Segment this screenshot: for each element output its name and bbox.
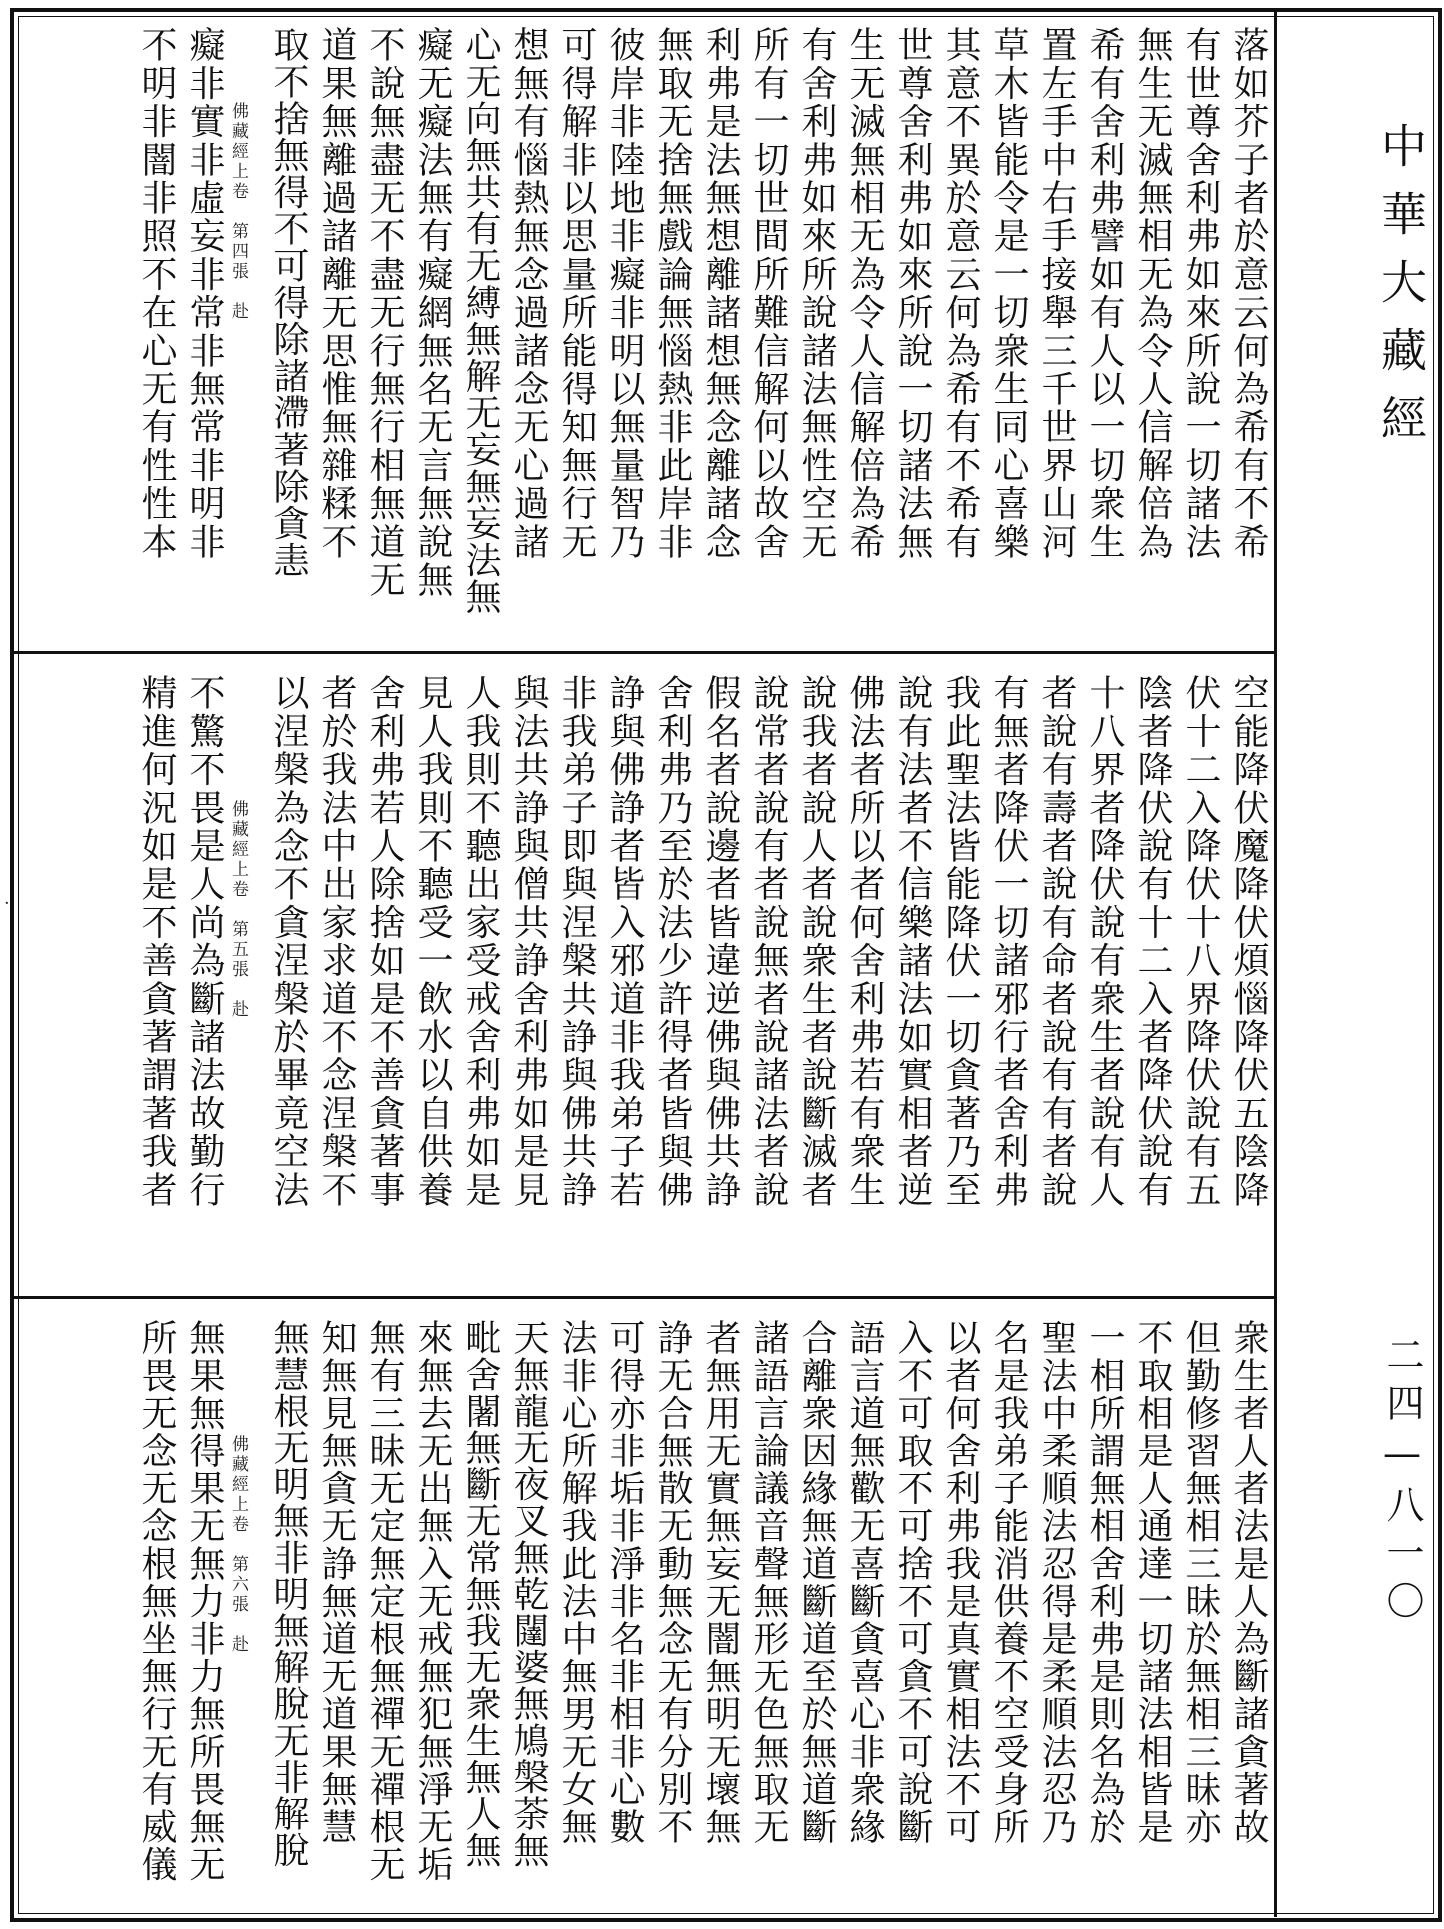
text-column: 說我者說人者說衆生者說斷滅者 — [796, 674, 837, 1209]
text-column: 知無見無貪无諍無道无道果無慧 — [316, 1319, 357, 1846]
text-column: 落如芥子者於意云何為希有不希 — [1228, 26, 1269, 561]
text-column: 無有三昧无定無定根無禪无禪根无 — [364, 1319, 405, 1883]
text-column: 諸語言論議音聲無形无色無取无 — [748, 1319, 789, 1846]
text-column: 諍與佛諍者皆入邪道非我弟子若 — [604, 674, 645, 1209]
text-column: 入不可取不可捨不可貪不可說斷 — [892, 1319, 933, 1846]
text-column: 一相所謂無相舍利弗是則名為於 — [1084, 1319, 1125, 1846]
text-column: 其意不異於意云何為希有不希有 — [940, 26, 981, 561]
text-column: 草木皆能令是一切衆生同心喜樂 — [988, 26, 1029, 561]
page-title: 中華大藏經 — [1374, 122, 1428, 462]
margin-note: 佛藏經上卷 第四張 赴 — [228, 102, 248, 322]
margin-rule — [1274, 12, 1277, 1917]
text-column: 合離衆因緣無道斷道至於無道斷 — [796, 1319, 837, 1846]
text-column: 所有一切世間所難信解何以故舍 — [748, 26, 789, 561]
text-column: 想無有惱熱無念過諸念无心過諸 — [508, 26, 549, 561]
text-column: 取不捨無得不可得除諸滯著除貪恚 — [268, 26, 309, 578]
text-column: 佛法者所以者何舍利弗若有衆生 — [844, 674, 885, 1209]
text-column: 空能降伏魔降伏煩惱降伏五陰降 — [1228, 674, 1269, 1209]
text-column: 彼岸非陸地非癡非明以無量智乃 — [604, 26, 645, 561]
text-column: 毗舍闍無斷无常無我无衆生無人無 — [460, 1319, 501, 1868]
text-column: 十八界者降伏說有衆生者說有人 — [1084, 674, 1125, 1209]
text-column: 衆生者人者法是人為斷諸貪著故 — [1228, 1319, 1269, 1846]
text-panel-bottom — [14, 1305, 1274, 1917]
text-column: 心无向無共有无縛無解无妄無妄法無 — [460, 26, 501, 615]
text-column: 諍无合無散无動無念无有分別不 — [652, 1319, 693, 1846]
text-column: 有無者降伏一切諸邪行者舍利弗 — [988, 674, 1029, 1209]
text-column: 可得亦非垢非淨非名非相非心數 — [604, 1319, 645, 1846]
text-column: 者說有壽者說有命者說有有者說 — [1036, 674, 1077, 1209]
text-column: 世尊舍利弗如來所說一切諸法無 — [892, 26, 933, 561]
text-column: 以涅槃為念不貪涅槃於畢竟空法 — [268, 674, 309, 1209]
text-column: 不說無盡无不盡无行無行相無道无 — [364, 26, 405, 599]
text-column: 希有舍利弗譬如有人以一切衆生 — [1084, 26, 1125, 561]
text-column: 伏十二入降伏十八界降伏說有五 — [1180, 674, 1221, 1209]
text-column: 癡无癡法無有癡網無名无言無說無 — [412, 26, 453, 599]
text-column: 見人我則不聽受一飲水以自供養 — [412, 674, 453, 1209]
text-column: 來無去无出無入无戒無犯無淨无垢 — [412, 1319, 453, 1883]
text-column: 利弗是法無想離諸想無念離諸念 — [700, 26, 741, 561]
text-column: 人我則不聽出家受戒舍利弗如是 — [460, 674, 501, 1209]
text-column: 可得解非以思量所能得知無行无 — [556, 26, 597, 561]
margin-note: 佛藏經上卷 第五張 赴 — [228, 800, 248, 1020]
text-column: 不取相是人通達一切諸法相皆是 — [1132, 1319, 1173, 1846]
text-column: 但勤修習無相三昧於無相三昧亦 — [1180, 1319, 1221, 1846]
text-column: 我此聖法皆能降伏一切貪著乃至 — [940, 674, 981, 1209]
text-column: 法非心所解我此法中無男无女無 — [556, 1319, 597, 1846]
text-column: 置左手中右手接舉三千世界山河 — [1036, 26, 1077, 561]
text-column: 者於我法中出家求道不念涅槃不 — [316, 674, 357, 1209]
text-column: 者無用无實無妄无闇無明无壞無 — [700, 1319, 741, 1846]
text-column: 有舍利弗如來所說諸法無性空无 — [796, 26, 837, 561]
text-column: 名是我弟子能消供養不空受身所 — [988, 1319, 1029, 1846]
text-column: 有世尊舍利弗如來所說一切諸法 — [1180, 26, 1221, 561]
text-column: 以者何舍利弗我是真實相法不可 — [940, 1319, 981, 1846]
text-panel-top — [14, 12, 1274, 644]
text-column: 不驚不畏是人尚為斷諸法故勤行 — [184, 674, 225, 1209]
text-column: 天無龍无夜叉無乾闥婆無鳩槃荼無 — [508, 1319, 549, 1868]
text-column: 說常者說有者說無者說諸法者說 — [748, 674, 789, 1209]
text-column: 無取无捨無戲論無惱熱非此岸非 — [652, 26, 693, 561]
text-column: 舍利弗乃至於法少許得者皆與佛 — [652, 674, 693, 1209]
text-column: 生无滅無相无為令人信解倍為希 — [844, 26, 885, 561]
panel-divider — [14, 651, 1274, 654]
text-column: 不明非闇非照不在心无有性性本 — [136, 26, 177, 561]
text-column: 假名者說邊者皆違逆佛與佛共諍 — [700, 674, 741, 1209]
text-column: 所畏无念无念根無坐無行无有威儀 — [136, 1319, 177, 1883]
text-column: 道果無離過諸離无思惟無雜糅不 — [316, 26, 357, 561]
panel-divider — [14, 1296, 1274, 1299]
margin-mark: · — [4, 893, 10, 914]
text-column: 與法共諍與僧共諍舍利弗如是見 — [508, 674, 549, 1209]
text-panel-middle — [14, 660, 1274, 1292]
text-column: 舍利弗若人除捨如是不善貪著事 — [364, 674, 405, 1209]
text-column: 癡非實非虛妄非常非無常非明非 — [184, 26, 225, 561]
text-column: 陰者降伏說有十二入者降伏說有 — [1132, 674, 1173, 1209]
text-column: 語言道無歡无喜斷貪喜心非衆緣 — [844, 1319, 885, 1846]
text-column: 無果無得果无無力非力無所畏無无 — [184, 1319, 225, 1883]
text-column: 說有法者不信樂諸法如實相者逆 — [892, 674, 933, 1209]
text-column: 精進何況如是不善貪著謂著我者 — [136, 674, 177, 1209]
text-column: 無慧根无明無非明無解脫无非解脫 — [268, 1319, 309, 1868]
text-column: 聖法中柔順法忍得是柔順法忍乃 — [1036, 1319, 1077, 1846]
page-number: 二四—八一〇 — [1380, 1335, 1424, 1629]
text-column: 無生无滅無相无為令人信解倍為 — [1132, 26, 1173, 561]
margin-note: 佛藏經上卷 第六張 赴 — [228, 1435, 248, 1655]
text-column: 非我弟子即與涅槃共諍與佛共諍 — [556, 674, 597, 1209]
